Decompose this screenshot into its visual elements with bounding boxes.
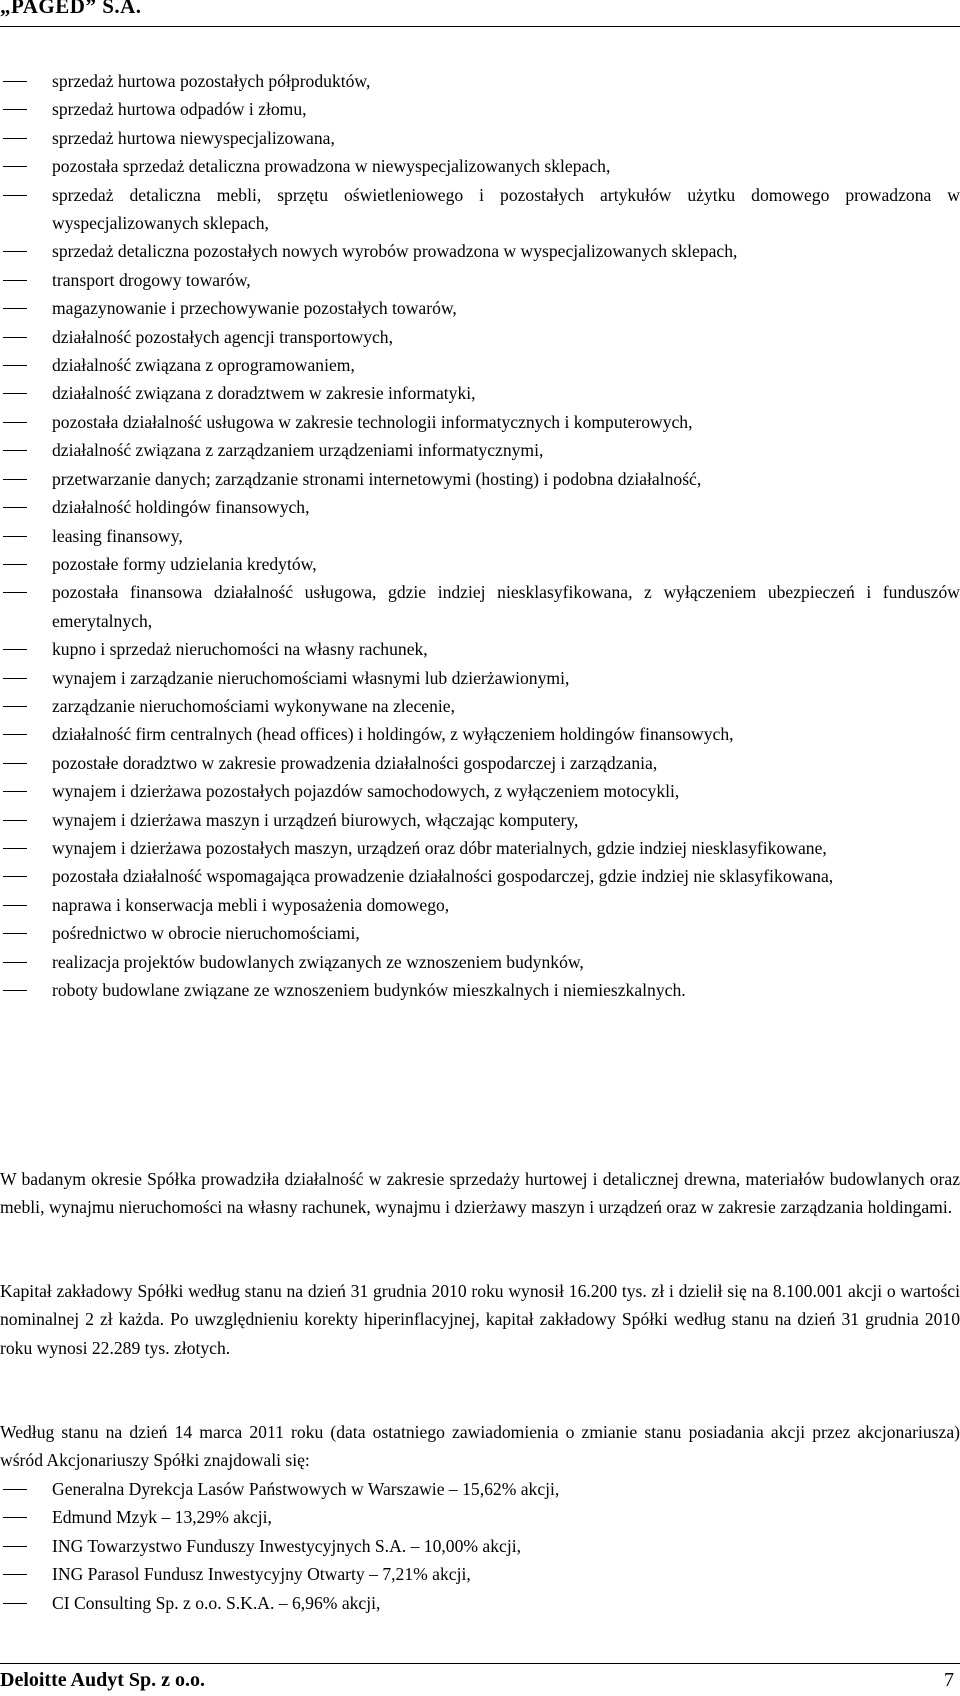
list-item: pozostałe doradztwo w zakresie prowadzenia działalności gospodarczej i zarządzania,: [0, 749, 960, 777]
list-item: sprzedaż hurtowa odpadów i złomu,: [0, 95, 960, 123]
list-item: wynajem i dzierżawa pozostałych maszyn, urządzeń oraz dóbr materialnych, gdzie indziej niesklasyfikowane,: [0, 834, 960, 862]
list-item: realizacja projektów budowlanych związanych ze wznoszeniem budynków,: [0, 948, 960, 976]
list-item: naprawa i konserwacja mebli i wyposażenia domowego,: [0, 891, 960, 919]
page-number: 7: [944, 1669, 954, 1691]
list-item: pozostała działalność usługowa w zakresie technologii informatycznych i komputerowych,: [0, 408, 960, 436]
list-item: pozostała finansowa działalność usługowa, gdzie indziej niesklasyfikowana, z wyłączeniem ubezpieczeń i funduszów emerytalnych,: [0, 578, 960, 635]
list-item: pozostała sprzedaż detaliczna prowadzona w niewyspecjalizowanych sklepach,: [0, 152, 960, 180]
list-item: ING Towarzystwo Funduszy Inwestycyjnych S.A. – 10,00% akcji,: [0, 1532, 960, 1560]
list-item: Generalna Dyrekcja Lasów Państwowych w Warszawie – 15,62% akcji,: [0, 1475, 960, 1503]
list-item: wynajem i dzierżawa pozostałych pojazdów samochodowych, z wyłączeniem motocykli,: [0, 777, 960, 805]
header-divider: [0, 26, 960, 27]
list-item: przetwarzanie danych; zarządzanie stronami internetowymi (hosting) i podobna działalność,: [0, 465, 960, 493]
list-item: działalność firm centralnych (head offices) i holdingów, z wyłączeniem holdingów finansowych,: [0, 720, 960, 748]
list-item: Edmund Mzyk – 13,29% akcji,: [0, 1503, 960, 1531]
page-header-title: „PAGED” S.A.: [0, 0, 142, 18]
list-item: działalność holdingów finansowych,: [0, 493, 960, 521]
list-item: sprzedaż hurtowa pozostałych półproduktów,: [0, 67, 960, 95]
list-item: sprzedaż hurtowa niewyspecjalizowana,: [0, 124, 960, 152]
list-item: leasing finansowy,: [0, 522, 960, 550]
list-item: kupno i sprzedaż nieruchomości na własny rachunek,: [0, 635, 960, 663]
list-item: sprzedaż detaliczna mebli, sprzętu oświetleniowego i pozostałych artykułów użytku domowego prowadzona w wyspecjalizowanych sklepach,: [0, 181, 960, 238]
list-item: magazynowanie i przechowywanie pozostałych towarów,: [0, 294, 960, 322]
list-item: pozostałe formy udzielania kredytów,: [0, 550, 960, 578]
shareholders-list: [0, 1475, 960, 1617]
list-item: działalność pozostałych agencji transportowych,: [0, 323, 960, 351]
list-item: działalność związana z doradztwem w zakresie informatyki,: [0, 379, 960, 407]
list-item: działalność związana z oprogramowaniem,: [0, 351, 960, 379]
list-item: CI Consulting Sp. z o.o. S.K.A. – 6,96% akcji,: [0, 1589, 960, 1617]
list-item: wynajem i dzierżawa maszyn i urządzeń biurowych, włączając komputery,: [0, 806, 960, 834]
list-item: sprzedaż detaliczna pozostałych nowych wyrobów prowadzona w wyspecjalizowanych sklepach,: [0, 237, 960, 265]
footer-divider: [0, 1663, 960, 1664]
activities-list: [0, 67, 960, 1004]
list-item: roboty budowlane związane ze wznoszeniem budynków mieszkalnych i niemieszkalnych.: [0, 976, 960, 1004]
share-capital-paragraph: Kapitał zakładowy Spółki według stanu na dzień 31 grudnia 2010 roku wynosił 16.200 tys. zł i dzielił się na 8.100.001 akcji o wartości nominalnej 2 zł każda. Po uwzględnieniu korekty hiperinflacyjnej, kapitał zakładowy Spółki według stanu na dzień 31 grudnia 2010 roku wynosi 22.289 tys. złotych.: [0, 1281, 960, 1358]
list-item: ING Parasol Fundusz Inwestycyjny Otwarty – 7,21% akcji,: [0, 1560, 960, 1588]
list-item: wynajem i zarządzanie nieruchomościami własnymi lub dzierżawionymi,: [0, 664, 960, 692]
activity-scope-paragraph: W badanym okresie Spółka prowadziła działalność w zakresie sprzedaży hurtowej i detalicznej drewna, materiałów budowlanych oraz mebli, wynajmu nieruchomości na własny rachunek, wynajmu i dzierżawy maszyn i urządzeń oraz w zakresie zarządzania holdingami.: [0, 1169, 960, 1218]
list-item: zarządzanie nieruchomościami wykonywane na zlecenie,: [0, 692, 960, 720]
list-item: pozostała działalność wspomagająca prowadzenie działalności gospodarczej, gdzie indziej nie sklasyfikowana,: [0, 862, 960, 890]
list-item: działalność związana z zarządzaniem urządzeniami informatycznymi,: [0, 436, 960, 464]
footer-company: Deloitte Audyt Sp. z o.o.: [0, 1669, 205, 1691]
list-item: transport drogowy towarów,: [0, 266, 960, 294]
shareholders-intro-paragraph: Według stanu na dzień 14 marca 2011 roku (data ostatniego zawiadomienia o zmianie stanu posiadania akcji przez akcjonariusza) wśród Akcjonariuszy Spółki znajdowali się:: [0, 1422, 960, 1471]
list-item: pośrednictwo w obrocie nieruchomościami,: [0, 919, 960, 947]
